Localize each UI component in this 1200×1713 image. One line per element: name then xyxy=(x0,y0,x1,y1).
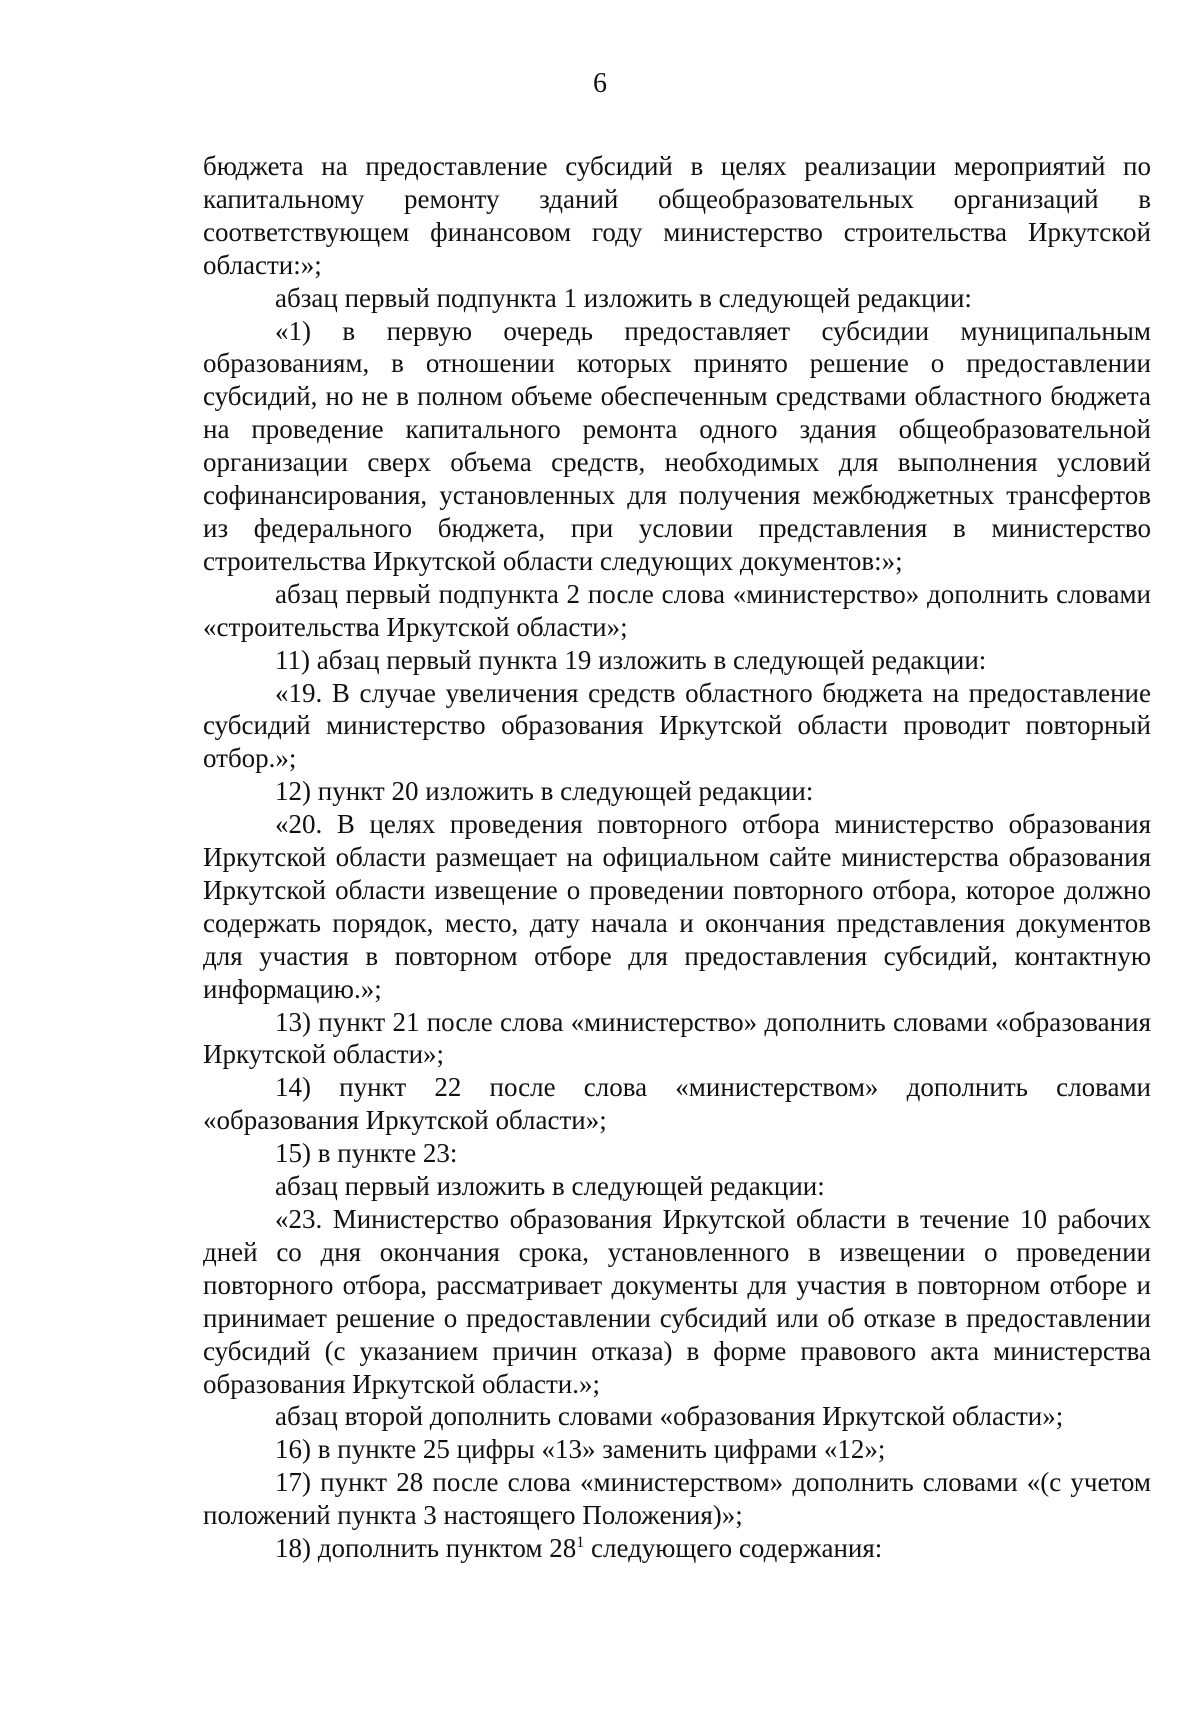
paragraph: 12) пункт 20 изложить в следующей редакции: xyxy=(275,776,814,807)
document-body xyxy=(203,150,1151,1565)
paragraph: 17) пункт 28 после слова «министерством» дополнить словами «(с учетом положений пункта 3 настоящего Положения)»; xyxy=(203,1467,1151,1531)
paragraph: «23. Министерство образования Иркутской области в течение 10 рабочих дней со дня окончания срока, установленного в извещении о проведении повторного отбора, рассматривает документы для участия в повторном отборе и принимает решение о предоставлении субсидий или об отказе в предоставлении субсидий (с указанием причин отказа) в форме правового акта министерства образования Иркутской области.»; xyxy=(203,1204,1151,1399)
paragraph-last-before: 18) дополнить пунктом 28 xyxy=(275,1533,577,1564)
paragraph: абзац первый подпункта 1 изложить в следующей редакции: xyxy=(275,282,972,313)
paragraph: 14) пункт 22 после слова «министерством» дополнить словами «образования Иркутской области»; xyxy=(203,1072,1151,1136)
paragraph: 15) в пункте 23: xyxy=(275,1138,458,1169)
paragraph: «1) в первую очередь предоставляет субсидии муниципальным образованиям, в отношении которых принято решение о предоставлении субсидий, но не в полном объеме обеспеченным средствами областного бюджета на проведение капитального ремонта одного здания общеобразовательной организации сверх объема средств, необходимых для выполнения условий софинансирования, установленных для получения межбюджетных трансфертов из федерального бюджета, при условии представления в министерство строительства Иркутской области следующих документов:»; xyxy=(203,315,1151,576)
paragraph: абзац второй дополнить словами «образования Иркутской области»; xyxy=(275,1401,1064,1432)
paragraph: 13) пункт 21 после слова «министерство» дополнить словами «образования Иркутской области»; xyxy=(203,1006,1151,1070)
superscript: 1 xyxy=(576,1534,585,1552)
paragraph: 11) абзац первый пункта 19 изложить в следующей редакции: xyxy=(275,644,987,675)
paragraph: абзац первый изложить в следующей редакции: xyxy=(275,1171,825,1202)
paragraph-last-after: следующего содержания: xyxy=(584,1533,883,1564)
paragraph-last xyxy=(203,1532,1151,1565)
page-number: 6 xyxy=(593,68,607,99)
paragraph: «20. В целях проведения повторного отбора министерство образования Иркутской области размещает на официальном сайте министерства образования Иркутской области извещение о проведении повторного отбора, которое должно содержать порядок, место, дату начала и окончания представления документов для участия в повторном отборе для предоставления субсидий, контактную информацию.»; xyxy=(203,809,1151,1004)
paragraph: «19. В случае увеличения средств областного бюджета на предоставление субсидий министерство образования Иркутской области проводит повторный отбор.»; xyxy=(203,677,1151,774)
paragraph: бюджета на предоставление субсидий в целях реализации мероприятий по капитальному ремонту зданий общеобразовательных организаций в соответствующем финансовом году министерство строительства Иркутской области:»; xyxy=(203,151,1151,280)
paragraph: 16) в пункте 25 цифры «13» заменить цифрами «12»; xyxy=(275,1434,886,1465)
paragraph: абзац первый подпункта 2 после слова «министерство» дополнить словами «строительства Иркутской области»; xyxy=(203,578,1151,642)
